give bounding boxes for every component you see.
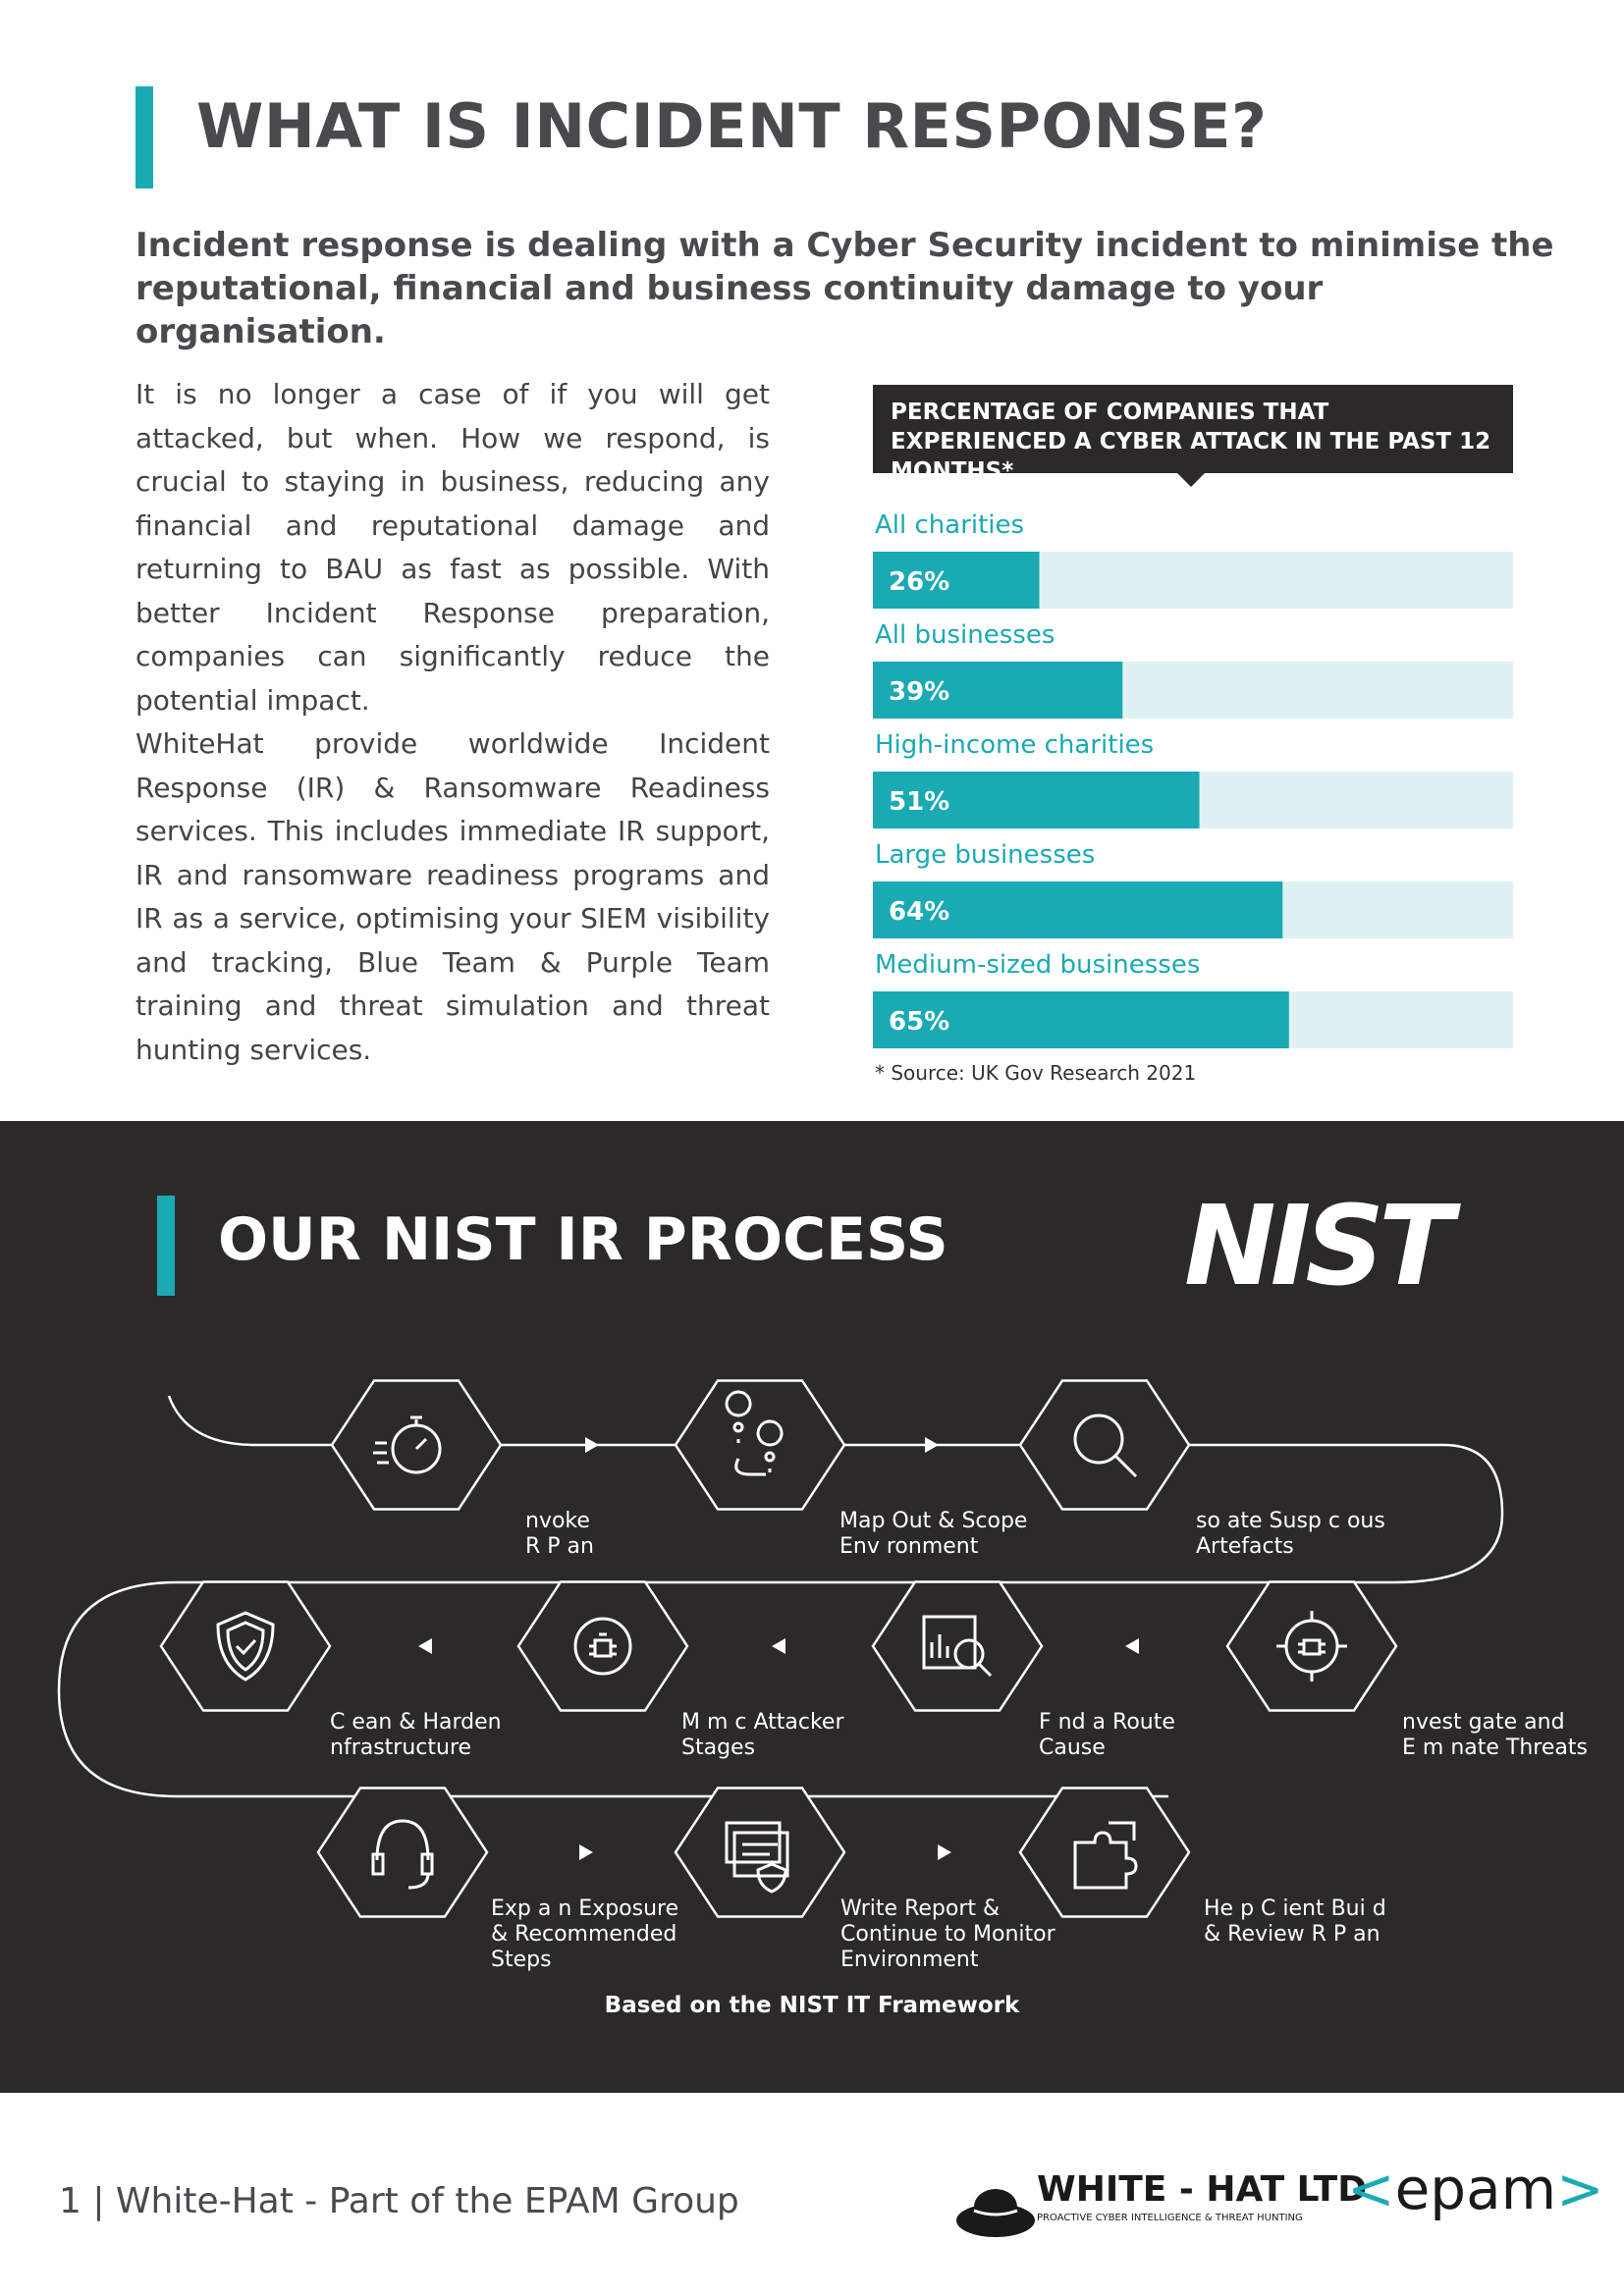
flow-arrow-icon: [925, 1437, 939, 1453]
process-step-label: Map Out & Scope Env ronment: [839, 1509, 1028, 1559]
bar-category-label: All charities: [875, 510, 1025, 540]
flow-arrow-icon: [1125, 1638, 1139, 1654]
process-step-label: Write Report & Continue to Monitor Environment: [840, 1896, 1056, 1972]
process-step-label: Exp a n Exposure & Recommended Steps: [491, 1896, 679, 1972]
bar-value-label: 64%: [889, 897, 950, 927]
flow-arrow-icon: [579, 1844, 593, 1860]
process-step-hexagon: [1227, 1582, 1396, 1711]
bar-category-label: All businesses: [875, 620, 1056, 650]
bar-value-label: 51%: [889, 787, 950, 817]
white-hat-tagline: PROACTIVE CYBER INTELLIGENCE & THREAT HUNTING: [1037, 2213, 1303, 2223]
nist-section-title: OUR NIST IR PROCESS: [218, 1205, 948, 1274]
process-step-hexagon: [161, 1582, 330, 1711]
process-step-label: M m c Attacker Stages: [681, 1710, 844, 1760]
bar-category-label: Large businesses: [875, 840, 1096, 870]
process-step-label: nvoke R P an: [525, 1509, 594, 1559]
process-step-hexagon: [676, 1789, 844, 1917]
process-step-hexagon: [332, 1381, 501, 1510]
body-paragraph-2: WhiteHat provide worldwide Incident Response (IR) & Ransomware Readiness services. This includes immediate IR support, IR and ransomware readiness programs and IR as a service, optimising your SIEM visibility and tracking, Blue Team & Purple Team training and threat simulation and threat hunting services.: [135, 727, 770, 1066]
bar-value-label: 65%: [889, 1007, 950, 1037]
flow-arrow-icon: [585, 1437, 599, 1453]
process-step-hexagon: [676, 1381, 844, 1510]
chart-source: * Source: UK Gov Research 2021: [875, 1061, 1197, 1085]
flow-arrow-icon: [772, 1638, 785, 1654]
bar-value-label: 39%: [889, 677, 950, 707]
bar-value-label: 26%: [889, 567, 950, 597]
process-step-hexagon: [1020, 1381, 1189, 1510]
bar-category-label: Medium-sized businesses: [875, 950, 1201, 980]
epam-logo-text: epam: [1394, 2156, 1557, 2222]
title-accent-bar: [135, 86, 153, 188]
body-paragraph-1: It is no longer a case of if you will get attacked, but when. How we respond, is crucial to staying in business, reducing any financial and reputational damage and returning to BAU as fast as possible. With better Incident Response preparation, companies can significantly reduce the potential impact.: [135, 378, 770, 717]
framework-note: Based on the NIST IT Framework: [604, 1993, 1020, 2018]
nist-logo: NIST: [1184, 1183, 1448, 1310]
attack-percentage-bar-chart: [873, 506, 1513, 1095]
flow-arrow-icon: [418, 1638, 432, 1654]
process-step-label: so ate Susp c ous Artefacts: [1196, 1509, 1385, 1559]
lead-statement: Incident response is dealing with a Cyber Security incident to minimise the reputational, financial and business continuity damage to your organisation.: [135, 226, 1554, 351]
process-step-label: nvest gate and E m nate Threats: [1402, 1710, 1588, 1760]
chart-title: PERCENTAGE OF COMPANIES THAT EXPERIENCED A CYBER ATTACK IN THE PAST 12 MONTHS*.: [873, 385, 1513, 473]
epam-logo: <epam>: [1347, 2156, 1604, 2222]
bar-category-label: High-income charities: [875, 730, 1155, 760]
process-step-label: He p C ient Bui d & Review R P an: [1204, 1896, 1386, 1947]
process-step-label: C ean & Harden nfrastructure: [330, 1710, 502, 1760]
page-title: WHAT IS INCIDENT RESPONSE?: [196, 90, 1268, 162]
process-step-label: F nd a Route Cause: [1039, 1710, 1175, 1760]
flow-arrow-icon: [938, 1844, 951, 1860]
white-hat-name: WHITE - HAT LTD: [1037, 2169, 1368, 2210]
process-step-hexagon: [318, 1789, 487, 1917]
footer-text: 1 | White-Hat - Part of the EPAM Group: [59, 2181, 739, 2221]
process-step-hexagon: [518, 1582, 687, 1711]
